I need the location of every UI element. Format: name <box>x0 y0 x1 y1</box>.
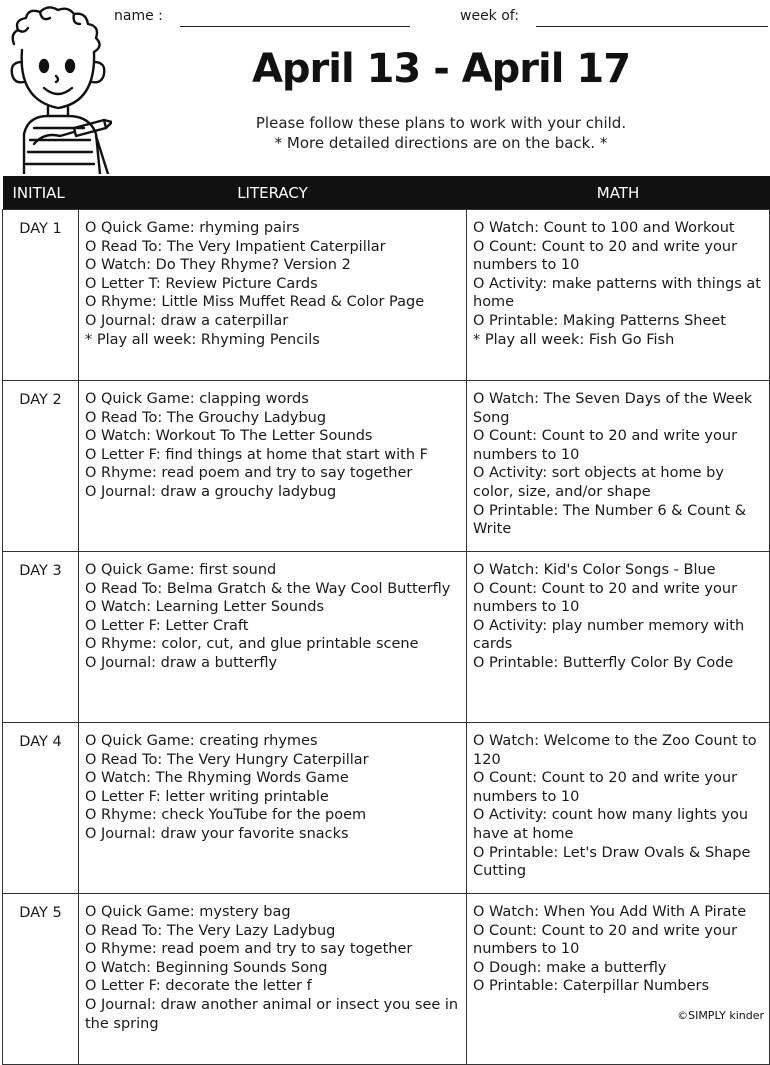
math-item: O Watch: The Seven Days of the Week Song <box>473 391 753 426</box>
day-row <box>3 894 770 1065</box>
math-cell <box>467 210 770 381</box>
math-item: O Activity: make patterns with things at home <box>473 275 761 311</box>
literacy-item: O Journal: draw a grouchy ladybug <box>85 483 337 500</box>
instructions <box>112 113 770 153</box>
literacy-item: O Watch: Do They Rhyme? Version 2 <box>85 257 351 274</box>
literacy-item: O Letter F: letter writing printable <box>85 788 329 805</box>
instructions-line-2: * More detailed directions are on the back. * <box>274 134 608 152</box>
literacy-item: O Read To: The Grouchy Ladybug <box>85 409 327 426</box>
week-of-label: week of: <box>460 8 519 24</box>
literacy-item: O Rhyme: color, cut, and glue printable scene <box>85 636 419 653</box>
instructions-line-1: Please follow these plans to work with your child. <box>255 114 627 132</box>
math-item: O Printable: Let's Draw Ovals & Shape Cutting <box>473 844 751 880</box>
day-label: DAY 5 <box>3 894 79 1065</box>
literacy-item: O Rhyme: read poem and try to say together <box>85 465 413 482</box>
math-item: O Activity: sort objects at home by color, size, and/or shape <box>473 465 724 500</box>
math-item: O Printable: Butterfly Color By Code <box>473 654 734 671</box>
literacy-item: O Read To: The Very Hungry Caterpillar <box>85 751 369 768</box>
literacy-cell <box>79 552 467 723</box>
math-item: O Printable: The Number 6 & Count & Write <box>473 502 747 538</box>
weekly-plan-table <box>2 176 770 1065</box>
header-math: MATH <box>467 176 770 210</box>
day-label: DAY 2 <box>3 381 79 552</box>
literacy-item: O Rhyme: read poem and try to say together <box>85 941 413 958</box>
name-field[interactable] <box>180 26 410 27</box>
literacy-item: * Play all week: Rhyming Pencils <box>85 331 320 348</box>
math-cell <box>467 552 770 723</box>
literacy-item: O Letter F: decorate the letter f <box>85 978 312 995</box>
literacy-item: O Read To: Belma Gratch & the Way Cool Butterfly <box>85 580 451 597</box>
day-row <box>3 552 770 723</box>
literacy-item: O Quick Game: first sound <box>85 562 277 578</box>
literacy-cell <box>79 723 467 894</box>
math-cell <box>467 894 770 1065</box>
math-item: O Watch: Welcome to the Zoo Count to 120 <box>473 733 757 768</box>
literacy-item: O Journal: draw your favorite snacks <box>85 825 349 842</box>
math-item: O Count: Count to 20 and write your numbers to 10 <box>473 428 738 463</box>
literacy-cell <box>79 894 467 1065</box>
literacy-item: O Rhyme: Little Miss Muffet Read & Color Page <box>85 294 425 311</box>
math-item: O Count: Count to 20 and write your numbers to 10 <box>473 770 738 805</box>
literacy-item: O Quick Game: rhyming pairs <box>85 220 300 236</box>
copyright: ©SIMPLY kinder <box>677 1009 764 1022</box>
day-row <box>3 723 770 894</box>
math-item: O Activity: play number memory with cards <box>473 617 745 653</box>
literacy-cell <box>79 210 467 381</box>
literacy-item: O Quick Game: creating rhymes <box>85 733 318 749</box>
literacy-item: O Quick Game: clapping words <box>85 391 309 407</box>
literacy-item: O Watch: Beginning Sounds Song <box>85 959 328 976</box>
math-cell <box>467 381 770 552</box>
math-item: O Count: Count to 20 and write your numbers to 10 <box>473 238 738 274</box>
math-cell <box>467 723 770 894</box>
literacy-item: O Letter F: find things at home that start with F <box>85 446 428 463</box>
boy-mascot-illustration <box>4 4 112 174</box>
literacy-item: O Letter F: Letter Craft <box>85 617 249 634</box>
header-initial: INITIAL <box>3 176 79 210</box>
math-item: O Activity: count how many lights you have at home <box>473 807 749 842</box>
name-label: name : <box>114 8 163 24</box>
literacy-item: O Read To: The Very Lazy Ladybug <box>85 922 336 939</box>
header-name-row <box>112 6 766 32</box>
literacy-item: O Journal: draw another animal or insect you see in the spring <box>85 996 459 1032</box>
math-item: O Count: Count to 20 and write your numbers to 10 <box>473 580 738 616</box>
day-row <box>3 210 770 381</box>
math-item: * Play all week: Fish Go Fish <box>473 331 675 348</box>
math-item: O Count: Count to 20 and write your numbers to 10 <box>473 922 738 958</box>
day-label: DAY 1 <box>3 210 79 381</box>
math-item: O Printable: Caterpillar Numbers <box>473 978 710 995</box>
day-label: DAY 3 <box>3 552 79 723</box>
literacy-item: O Watch: Workout To The Letter Sounds <box>85 428 373 445</box>
day-row <box>3 381 770 552</box>
literacy-item: O Rhyme: check YouTube for the poem <box>85 807 367 824</box>
literacy-item: O Watch: The Rhyming Words Game <box>85 770 349 787</box>
literacy-item: O Quick Game: mystery bag <box>85 904 291 920</box>
page-title: April 13 - April 17 <box>251 46 631 92</box>
math-item: O Watch: Count to 100 and Workout <box>473 220 735 236</box>
literacy-item: O Journal: draw a caterpillar <box>85 312 289 329</box>
day-label: DAY 4 <box>3 723 79 894</box>
math-item: O Watch: Kid's Color Songs - Blue <box>473 562 716 578</box>
math-item: O Dough: make a butterfly <box>473 959 667 976</box>
literacy-item: O Watch: Learning Letter Sounds <box>85 599 325 616</box>
week-of-field[interactable] <box>536 26 768 27</box>
literacy-item: O Journal: draw a butterfly <box>85 654 278 671</box>
header-literacy: LITERACY <box>79 176 467 210</box>
math-item: O Printable: Making Patterns Sheet <box>473 312 726 329</box>
literacy-item: O Letter T: Review Picture Cards <box>85 275 318 292</box>
literacy-item: O Read To: The Very Impatient Caterpillar <box>85 238 386 255</box>
math-item: O Watch: When You Add With A Pirate <box>473 904 747 920</box>
table-header-row <box>3 176 770 210</box>
literacy-cell <box>79 381 467 552</box>
